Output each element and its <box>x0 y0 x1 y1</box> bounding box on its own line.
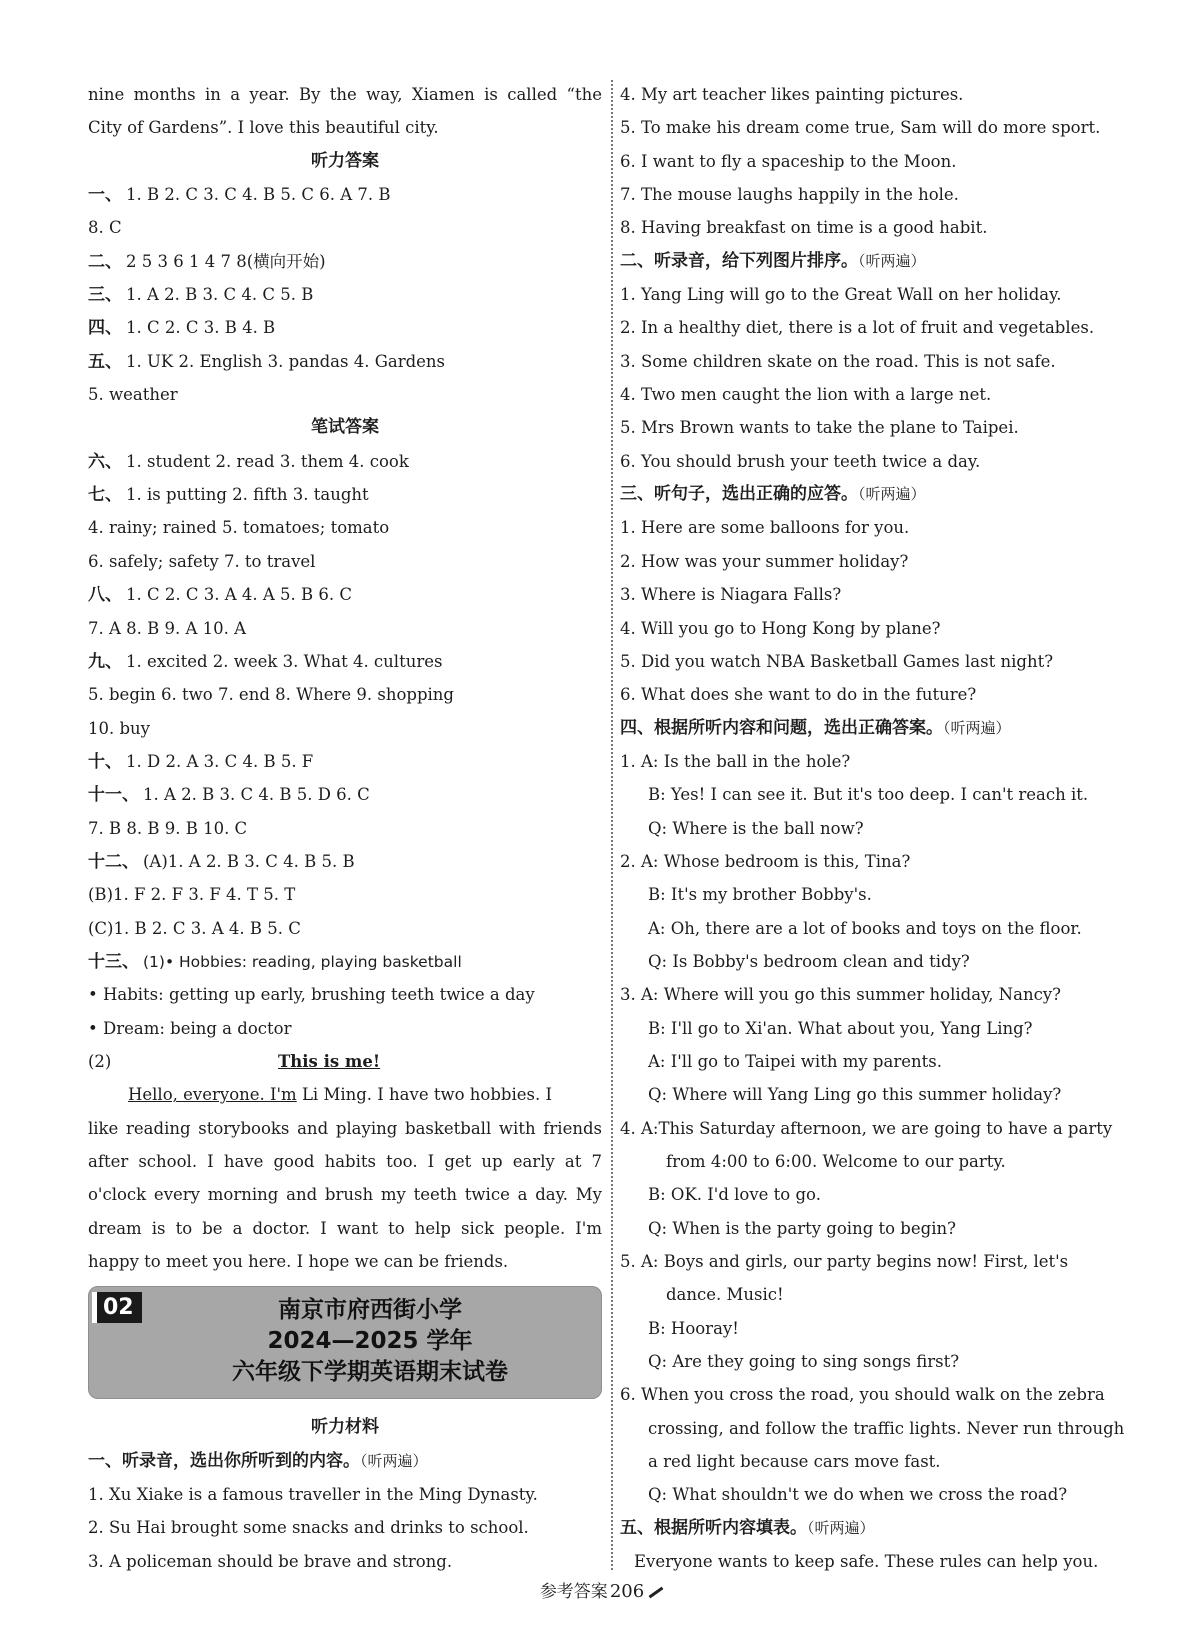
row-label: 七、 <box>88 485 122 506</box>
row-text: 1. B 2. C 3. C 4. B 5. C 6. A 7. B <box>126 185 391 205</box>
section-note: （听两遍） <box>858 485 926 504</box>
section-label: 五、 <box>620 1517 654 1538</box>
row-label: 十、 <box>88 751 122 772</box>
answer-row: • Habits: getting up early, brushing teeth twice a day <box>88 985 535 1005</box>
section-heading: 笔试答案 <box>311 417 379 438</box>
page-number: 206 <box>609 1581 645 1602</box>
row-text: (1)• Hobbies: reading, playing basketball <box>143 952 462 971</box>
section-text: 听录音，给下列图片排序。 <box>654 250 858 271</box>
answer-row: (C)1. B 2. C 3. A 4. B 5. C <box>88 918 301 938</box>
footer-label: 参考答案 <box>539 1582 608 1602</box>
page-footer <box>0 1577 1204 1602</box>
text-line: 1. Here are some balloons for you. <box>620 518 910 538</box>
pen-icon <box>649 1586 664 1598</box>
dialogue-line: B: OK. I'd love to go. <box>648 1185 821 1205</box>
right-column <box>620 78 1130 1578</box>
section-title <box>620 245 1130 278</box>
answer-row: 4. rainy; rained 5. tomatoes; tomato <box>88 518 390 538</box>
text-line: 8. Having breakfast on time is a good habit. <box>620 218 988 238</box>
answer-row: 5. begin 6. two 7. end 8. Where 9. shopping <box>88 685 454 705</box>
dialogue-line: B: It's my brother Bobby's. <box>648 885 872 905</box>
essay-greeting: Hello, everyone. I'm <box>128 1085 297 1105</box>
text-line: 4. My art teacher likes painting pictures. <box>620 85 964 104</box>
row-text: (A)1. A 2. B 3. C 4. B 5. B <box>143 851 355 871</box>
row-label: 十一、 <box>88 785 139 806</box>
dialogue-line: 6. When you cross the road, you should walk on the zebra <box>620 1385 1105 1405</box>
dialogue-line: A: Oh, there are a lot of books and toys on the floor. <box>648 918 1082 938</box>
answer-row: • Dream: being a doctor <box>88 1018 292 1038</box>
section-text: 听句子，选出正确的应答。 <box>654 484 858 505</box>
dialogue-line: 3. A: Where will you go this summer holiday, Nancy? <box>620 985 1061 1005</box>
row-label: 十三、 <box>88 951 139 972</box>
exam-number-badge: 02 <box>92 1292 142 1323</box>
essay-line: dream is to be a doctor. I want to help sick people. I'm <box>88 1218 602 1238</box>
row-label: 三、 <box>88 285 122 306</box>
answer-row <box>88 445 602 478</box>
text-line: 6. What does she want to do in the future? <box>620 685 977 705</box>
dialogue-line: 4. A:This Saturday afternoon, we are going to have a party <box>620 1118 1113 1138</box>
row-label: 四、 <box>88 318 122 339</box>
text-line: 6. I want to fly a spaceship to the Moon. <box>620 151 957 171</box>
text-line: 4. Two men caught the lion with a large net. <box>620 385 992 405</box>
row-text: 1. student 2. read 3. them 4. cook <box>126 451 409 471</box>
answer-row <box>88 345 602 378</box>
section-heading: 听力材料 <box>311 1417 379 1438</box>
banner-exam: 六年级下学期英语期末试卷 <box>232 1359 508 1386</box>
text-line: 2. Su Hai brought some snacks and drinks to school. <box>88 1518 529 1538</box>
left-column <box>88 78 602 1578</box>
text-line: Everyone wants to keep safe. These rules can help you. <box>634 1552 1099 1572</box>
text-line: 3. A policeman should be brave and strong. <box>88 1551 453 1571</box>
dialogue-line: crossing, and follow the traffic lights. Never run through <box>648 1418 1125 1438</box>
section-label: 三、 <box>620 484 654 505</box>
section-note: （听两遍） <box>360 1451 428 1470</box>
dialogue-line: B: I'll go to Xi'an. What about you, Yang Ling? <box>648 1018 1033 1038</box>
row-text: 1. D 2. A 3. C 4. B 5. F <box>126 751 314 771</box>
answer-row <box>88 478 602 511</box>
answer-row <box>88 311 602 344</box>
section-note: （听两遍） <box>807 1518 875 1537</box>
dialogue-line: A: I'll go to Taipei with my parents. <box>648 1051 942 1071</box>
dialogue-line: B: Yes! I can see it. But it's too deep. I can't reach it. <box>648 785 1089 805</box>
text-line: 3. Some children skate on the road. This is not safe. <box>620 351 1056 371</box>
row-text: 1. excited 2. week 3. What 4. cultures <box>126 651 443 671</box>
answer-row <box>88 845 602 878</box>
answer-row <box>88 645 602 678</box>
answer-row: (B)1. F 2. F 3. F 4. T 5. T <box>88 885 296 905</box>
answer-row: 8. C <box>88 218 122 238</box>
dialogue-line: Q: What shouldn't we do when we cross the road? <box>648 1485 1068 1505</box>
answer-row <box>88 945 602 978</box>
text-line: 2. In a healthy diet, there is a lot of fruit and vegetables. <box>620 318 1095 338</box>
answer-row <box>88 778 602 811</box>
row-label: 五、 <box>88 351 122 372</box>
answer-row <box>88 578 602 611</box>
section-text: 根据所听内容和问题，选出正确答案。 <box>654 717 943 738</box>
answer-row: 7. B 8. B 9. B 10. C <box>88 818 248 838</box>
dialogue-line: Q: Are they going to sing songs first? <box>648 1352 960 1372</box>
row-label: 二、 <box>88 251 122 272</box>
exam-title-banner <box>88 1286 602 1399</box>
answer-row <box>88 245 602 278</box>
essay-line: after school. I have good habits too. I get up early at 7 <box>88 1152 602 1171</box>
section-label: 四、 <box>620 717 654 738</box>
answer-row: 5. weather <box>88 385 178 405</box>
text-line: 3. Where is Niagara Falls? <box>620 585 842 605</box>
section-text: 听录音，选出你所听到的内容。 <box>122 1450 360 1471</box>
section-note: （听两遍） <box>858 251 926 270</box>
text-line: 7. The mouse laughs happily in the hole. <box>620 185 959 205</box>
essay-title-row <box>88 1045 602 1078</box>
row-text: 1. C 2. C 3. A 4. A 5. B 6. C <box>126 585 352 605</box>
answer-row <box>88 178 602 211</box>
row-label: 十二、 <box>88 851 139 872</box>
row-text: 2 5 3 6 1 4 7 8(横向开始) <box>126 251 326 271</box>
row-text: 1. A 2. B 3. C 4. B 5. D 6. C <box>143 785 370 805</box>
text-line: 5. Mrs Brown wants to take the plane to Taipei. <box>620 418 1019 438</box>
row-label: 一、 <box>88 185 122 206</box>
essay-title: This is me! <box>278 1051 381 1071</box>
dialogue-line: 5. A: Boys and girls, our party begins now! First, let's <box>620 1252 1069 1272</box>
text-line: nine months in a year. By the way, Xiamen is called “the <box>88 85 602 104</box>
dialogue-line: 2. A: Whose bedroom is this, Tina? <box>620 851 911 871</box>
row-text: 1. UK 2. English 3. pandas 4. Gardens <box>126 351 446 371</box>
essay-text: Li Ming. I have two hobbies. I <box>296 1085 552 1105</box>
section-text: 根据所听内容填表。 <box>654 1517 807 1538</box>
essay-line: like reading storybooks and playing basketball with friends <box>88 1118 602 1138</box>
answer-row <box>88 278 602 311</box>
essay-line: happy to meet you here. I hope we can be friends. <box>88 1252 509 1272</box>
text-line: 6. You should brush your teeth twice a day. <box>620 451 981 471</box>
dialogue-line: dance. Music! <box>666 1285 784 1305</box>
row-text: 1. is putting 2. fifth 3. taught <box>126 485 369 505</box>
row-text: 1. C 2. C 3. B 4. B <box>126 318 276 338</box>
section-title <box>88 1445 602 1478</box>
text-line: 1. Yang Ling will go to the Great Wall on her holiday. <box>620 285 1062 305</box>
answer-row: 6. safely; safety 7. to travel <box>88 551 316 571</box>
text-line: 5. Did you watch NBA Basketball Games last night? <box>620 651 1054 671</box>
answer-row <box>88 745 602 778</box>
dialogue-line: B: Hooray! <box>648 1318 739 1338</box>
banner-year: 2024—2025 学年 <box>267 1328 473 1355</box>
dialogue-line: Q: When is the party going to begin? <box>648 1218 956 1238</box>
section-label: 一、 <box>88 1450 122 1471</box>
section-title <box>620 478 1130 511</box>
text-line: 5. To make his dream come true, Sam will do more sport. <box>620 118 1101 138</box>
section-title <box>620 1512 1130 1545</box>
section-note: （听两遍） <box>943 718 1011 737</box>
dialogue-line: from 4:00 to 6:00. Welcome to our party. <box>666 1152 1006 1171</box>
dialogue-line: a red light because cars move fast. <box>648 1452 941 1472</box>
text-line: City of Gardens”. I love this beautiful city. <box>88 118 439 138</box>
row-label: (2) <box>88 1051 112 1071</box>
essay-line: o'clock every morning and brush my teeth twice a day. My <box>88 1185 602 1205</box>
dialogue-line: Q: Where is the ball now? <box>648 818 864 838</box>
answer-row: 10. buy <box>88 718 150 738</box>
dialogue-line: Q: Where will Yang Ling go this summer holiday? <box>648 1085 1062 1105</box>
answer-row: 7. A 8. B 9. A 10. A <box>88 618 247 638</box>
section-label: 二、 <box>620 250 654 271</box>
row-text: 1. A 2. B 3. C 4. C 5. B <box>126 285 314 305</box>
row-label: 八、 <box>88 585 122 606</box>
text-line: 4. Will you go to Hong Kong by plane? <box>620 618 941 638</box>
section-title <box>620 712 1130 745</box>
dialogue-line: 1. A: Is the ball in the hole? <box>620 751 851 771</box>
row-label: 六、 <box>88 451 122 472</box>
essay-line <box>88 1078 602 1111</box>
section-heading: 听力答案 <box>311 150 379 171</box>
text-line: 1. Xu Xiake is a famous traveller in the Ming Dynasty. <box>88 1485 538 1505</box>
row-label: 九、 <box>88 651 122 672</box>
dialogue-line: Q: Is Bobby's bedroom clean and tidy? <box>648 951 970 971</box>
text-line: 2. How was your summer holiday? <box>620 551 909 571</box>
column-divider <box>611 80 613 1570</box>
banner-school: 南京市府西街小学 <box>278 1297 462 1324</box>
